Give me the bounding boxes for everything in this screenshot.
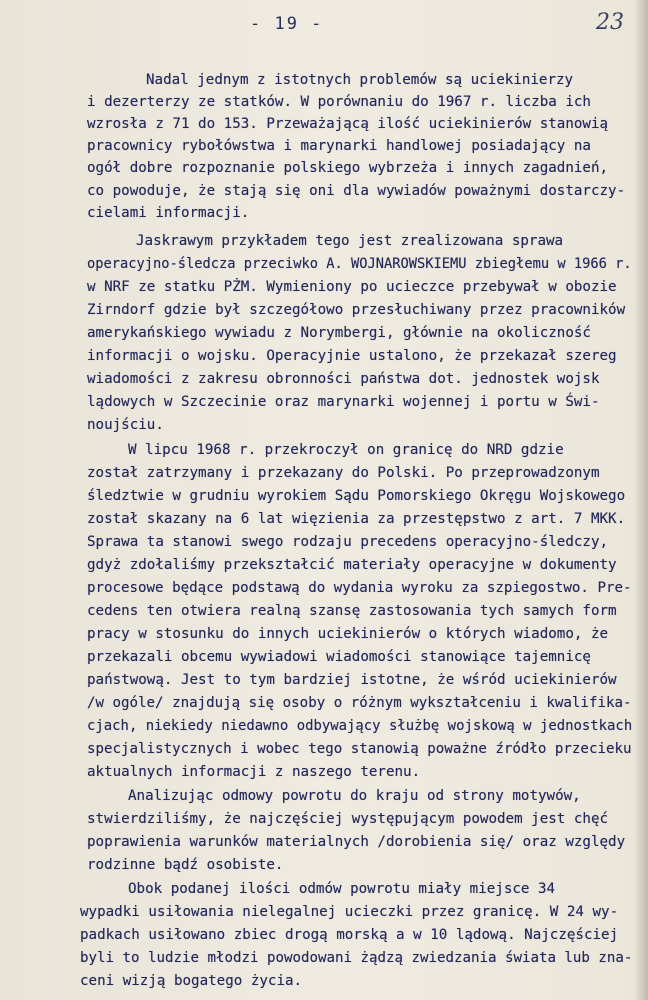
text-line: cielami informacji. bbox=[87, 205, 250, 221]
text-line: pracy w stosunku do innych uciekinierów o których wiadomo, że bbox=[87, 626, 609, 642]
text-line: pracownicy rybołówstwa i marynarki handlowej posiadający na bbox=[87, 138, 591, 154]
text-line: procesowe będące podstawą do wydania wyroku za szpiegostwo. Pre- bbox=[87, 580, 632, 596]
text-line: byli to ludzie młodzi powodowani żądzą zwiedzania świata lub zna- bbox=[80, 950, 633, 966]
text-line: padkach usiłowano zbiec drogą morską a w 10 lądową. Najczęściej bbox=[80, 927, 619, 943]
text-line: i dezerterzy ze statków. W porównaniu do 1967 r. liczba ich bbox=[87, 94, 591, 110]
text-line: został skazany na 6 lat więzienia za przestępstwo z art. 7 MKK. bbox=[87, 511, 626, 527]
text-line: rodzinne bądź osobiste. bbox=[87, 857, 284, 873]
text-line: operacyjno-śledcza przeciwko A. WOJNAROWSKIEMU zbiegłemu w 1966 r. bbox=[87, 256, 632, 272]
text-line: Obok podanej ilości odmów powrotu miały miejsce 34 bbox=[128, 881, 556, 897]
text-line: ogół dobre rozpoznanie polskiego wybrzeża i innych zagadnień, bbox=[87, 160, 609, 176]
text-line: wzrosła z 71 do 153. Przeważającą ilość uciekinierów stanowią bbox=[87, 116, 609, 132]
text-line: W lipcu 1968 r. przekroczył on granicę do NRD gdzie bbox=[128, 442, 564, 458]
text-line: cedens ten otwiera realną szansę zastosowania tych samych form bbox=[87, 603, 617, 619]
text-line: państwową. Jest to tym bardziej istotne, że wśród uciekinierów bbox=[87, 672, 617, 688]
text-line: wypadki usiłowania nielegalnej ucieczki przez granicę. W 24 wy- bbox=[80, 904, 619, 920]
text-line: informacji o wojsku. Operacyjnie ustalono, że przekazał szereg bbox=[87, 348, 617, 364]
text-line: śledztwie w grudniu wyrokiem Sądu Pomorskiego Okręgu Wojskowego bbox=[87, 488, 626, 504]
text-line: został zatrzymany i przekazany do Polski. Po przeprowadzonym bbox=[87, 465, 600, 481]
text-line: cjach, niekiedy niedawno odbywający służbę wojskową w jednostkach bbox=[87, 718, 633, 734]
text-line: co powoduje, że stają się oni dla wywiadów poważnymi dostarczy- bbox=[87, 183, 626, 199]
page-number: - 19 - bbox=[250, 14, 324, 34]
text-line: w NRF ze statku PŻM. Wymieniony po ucieczce przebywał w obozie bbox=[87, 279, 617, 295]
text-line: ceni wizją bogatego życia. bbox=[80, 973, 303, 989]
text-line: wiadomości z zakresu obronności państwa dot. jednostek wojsk bbox=[87, 371, 600, 387]
text-line: Analizując odmowy powrotu do kraju od strony motywów, bbox=[128, 788, 581, 804]
archive-number: 23 bbox=[596, 10, 624, 35]
text-line: lądowych w Szczecinie oraz marynarki wojennej i portu w Świ- bbox=[87, 394, 600, 410]
text-line: Sprawa ta stanowi swego rodzaju precedens operacyjno-śledczy, bbox=[87, 534, 609, 550]
text-line: noujściu. bbox=[87, 417, 164, 433]
text-line: Zirndorf gdzie był szczegółowo przesłuchiwany przez pracowników bbox=[87, 302, 626, 318]
text-line: gdyż zdołaliśmy przekształcić materiały operacyjne w dokumenty bbox=[87, 557, 617, 573]
page-edge-shadow bbox=[634, 0, 648, 1000]
text-line: aktualnych informacji z naszego terenu. bbox=[87, 764, 421, 780]
text-line: amerykańskiego wywiadu z Norymbergi, głównie na okoliczność bbox=[87, 325, 591, 341]
text-line: stwierdziliśmy, że najczęściej występującym powodem jest chęć bbox=[87, 811, 609, 827]
text-line: Nadal jednym z istotnych problemów są uciekinierzy bbox=[146, 72, 574, 88]
text-line: specjalistycznych i wobec tego stanowią poważne źródło przecieku bbox=[87, 741, 632, 757]
text-line: /w ogóle/ znajdują się osoby o różnym wykształceniu i kwalifika- bbox=[87, 695, 632, 711]
text-line: Jaskrawym przykładem tego jest zrealizowana sprawa bbox=[136, 233, 564, 249]
text-line: przekazali obcemu wywiadowi wiadomości stanowiące tajemnicę bbox=[87, 649, 591, 665]
text-line: poprawienia warunków materialnych /dorobienia się/ oraz względy bbox=[87, 834, 626, 850]
